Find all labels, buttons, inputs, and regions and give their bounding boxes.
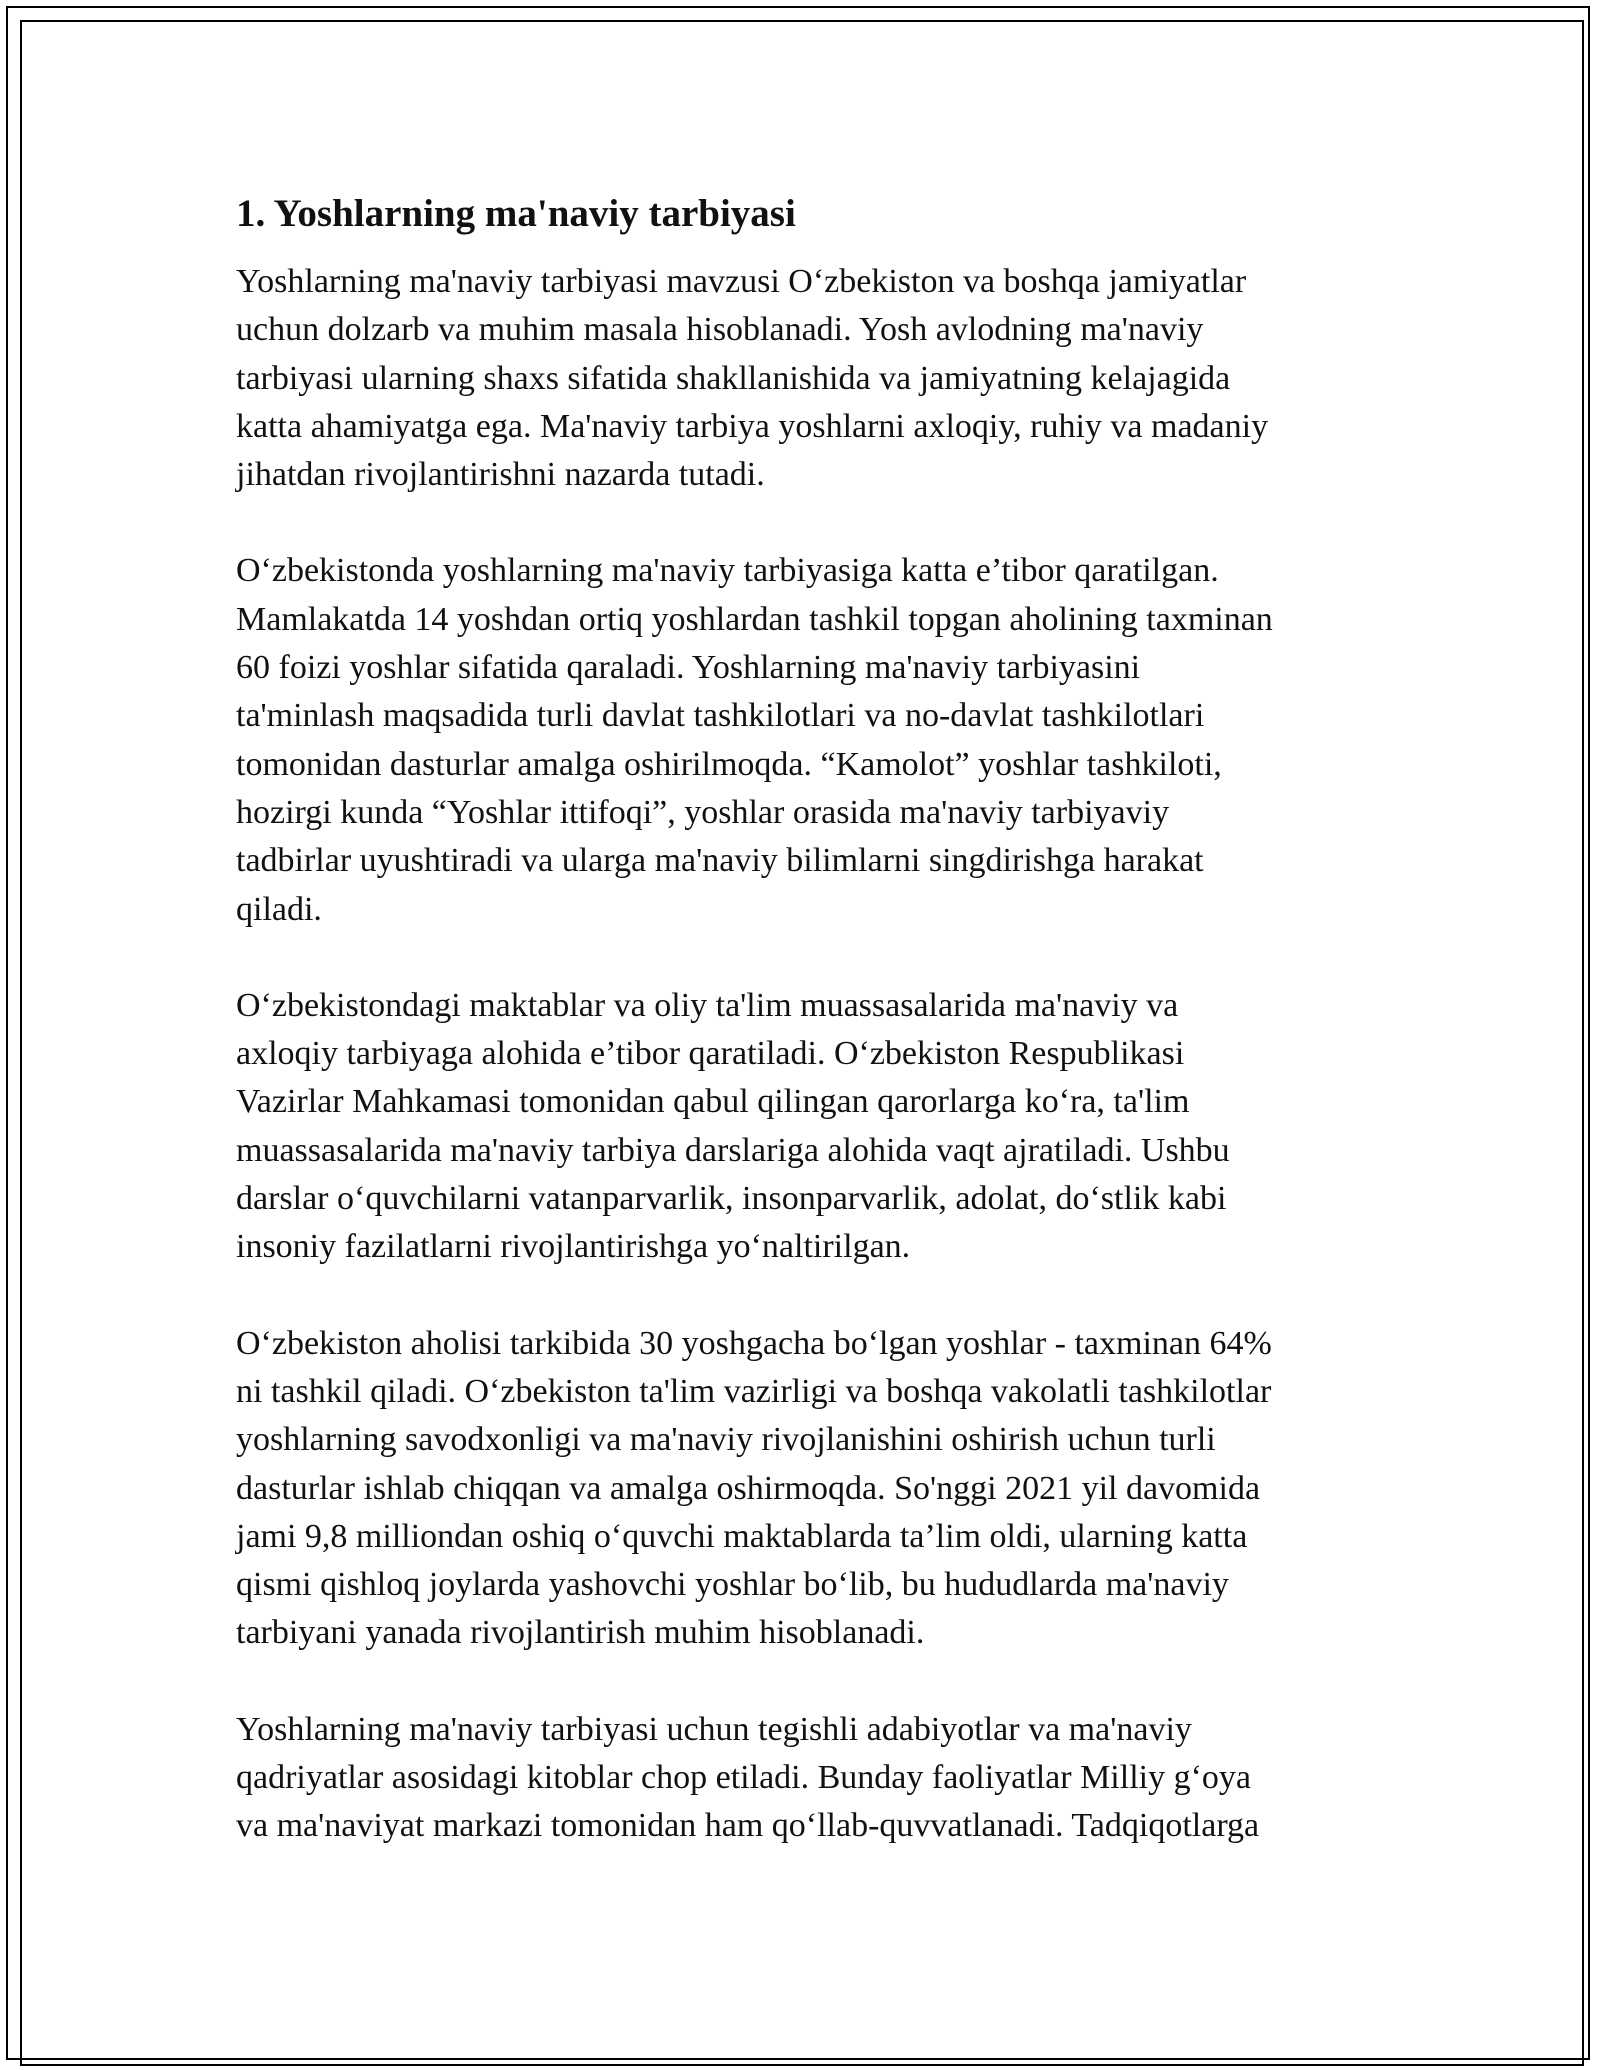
text-line: muassasalarida ma'naviy tarbiya darslariga alohida vaqt ajratiladi. Ushbu xyxy=(236,1131,1230,1169)
text-line: axloqiy tarbiyaga alohida e’tibor qaratiladi. O‘zbekiston Respublikasi xyxy=(236,1035,1185,1073)
text-line: yoshlarning savodxonligi va ma'naviy rivojlanishini oshirish uchun turli xyxy=(236,1421,1216,1459)
section-heading: 1. Yoshlarning ma'naviy tarbiyasi xyxy=(236,192,796,235)
text-line: katta ahamiyatga ega. Ma'naviy tarbiya yoshlarni axloqiy, ruhiy va madaniy xyxy=(236,407,1269,445)
text-line: jami 9,8 milliondan oshiq o‘quvchi maktablarda ta’lim oldi, ularning katta xyxy=(236,1517,1248,1555)
text-line: uchun dolzarb va muhim masala hisoblanadi. Yosh avlodning ma'naviy xyxy=(236,311,1204,349)
text-line: hozirgi kunda “Yoshlar ittifoqi”, yoshlar orasida ma'naviy tarbiyaviy xyxy=(236,793,1170,831)
paragraph-5 xyxy=(236,1706,1366,1851)
text-line: O‘zbekistonda yoshlarning ma'naviy tarbiyasiga katta e’tibor qaratilgan. xyxy=(236,552,1219,590)
document-body xyxy=(236,188,1366,1899)
text-line: qismi qishloq joylarda yashovchi yoshlar bo‘lib, bu hududlarda ma'naviy xyxy=(236,1566,1229,1604)
text-line: 60 foizi yoshlar sifatida qaraladi. Yoshlarning ma'naviy tarbiyasini xyxy=(236,649,1141,687)
text-line: qiladi. xyxy=(236,890,322,928)
text-line: va ma'naviyat markazi tomonidan ham qo‘llab-quvvatlanadi. Tadqiqotlarga xyxy=(236,1807,1260,1845)
text-line: tadbirlar uyushtiradi va ularga ma'naviy bilimlarni singdirishga harakat xyxy=(236,842,1204,880)
text-line: O‘zbekiston aholisi tarkibida 30 yoshgacha bo‘lgan yoshlar - taxminan 64% xyxy=(236,1324,1272,1362)
text-line: tarbiyasi ularning shaxs sifatida shakllanishida va jamiyatning kelajagida xyxy=(236,359,1231,397)
text-line: Mamlakatda 14 yoshdan ortiq yoshlardan tashkil topgan aholining taxminan xyxy=(236,600,1273,638)
text-line: Vazirlar Mahkamasi tomonidan qabul qilingan qarorlarga ko‘ra, ta'lim xyxy=(236,1083,1190,1121)
text-line: ni tashkil qiladi. O‘zbekiston ta'lim vazirligi va boshqa vakolatli tashkilotlar xyxy=(236,1372,1272,1410)
paragraph-4 xyxy=(236,1320,1366,1658)
text-line: darslar o‘quvchilarni vatanparvarlik, insonparvarlik, adolat, do‘stlik kabi xyxy=(236,1180,1227,1218)
text-line: dasturlar ishlab chiqqan va amalga oshirmoqda. So'nggi 2021 yil davomida xyxy=(236,1469,1261,1507)
paragraph-3 xyxy=(236,982,1366,1272)
text-line: tomonidan dasturlar amalga oshirilmoqda. “Kamolot” yoshlar tashkiloti, xyxy=(236,745,1222,783)
text-line: Yoshlarning ma'naviy tarbiyasi uchun tegishli adabiyotlar va ma'naviy xyxy=(236,1710,1192,1748)
text-line: jihatdan rivojlantirishni nazarda tutadi. xyxy=(236,456,765,494)
text-line: ta'minlash maqsadida turli davlat tashkilotlari va no-davlat tashkilotlari xyxy=(236,697,1205,735)
text-line: insoniy fazilatlarni rivojlantirishga yo‘naltirilgan. xyxy=(236,1228,911,1266)
paragraph-1 xyxy=(236,258,1366,499)
text-line: qadriyatlar asosidagi kitoblar chop etiladi. Bunday faoliyatlar Milliy g‘oya xyxy=(236,1759,1252,1797)
text-line: tarbiyani yanada rivojlantirish muhim hisoblanadi. xyxy=(236,1614,925,1652)
text-line: Yoshlarning ma'naviy tarbiyasi mavzusi O‘zbekiston va boshqa jamiyatlar xyxy=(236,263,1247,300)
text-line: O‘zbekistondagi maktablar va oliy ta'lim muassasalarida ma'naviy va xyxy=(236,986,1179,1024)
paragraph-2 xyxy=(236,547,1366,933)
